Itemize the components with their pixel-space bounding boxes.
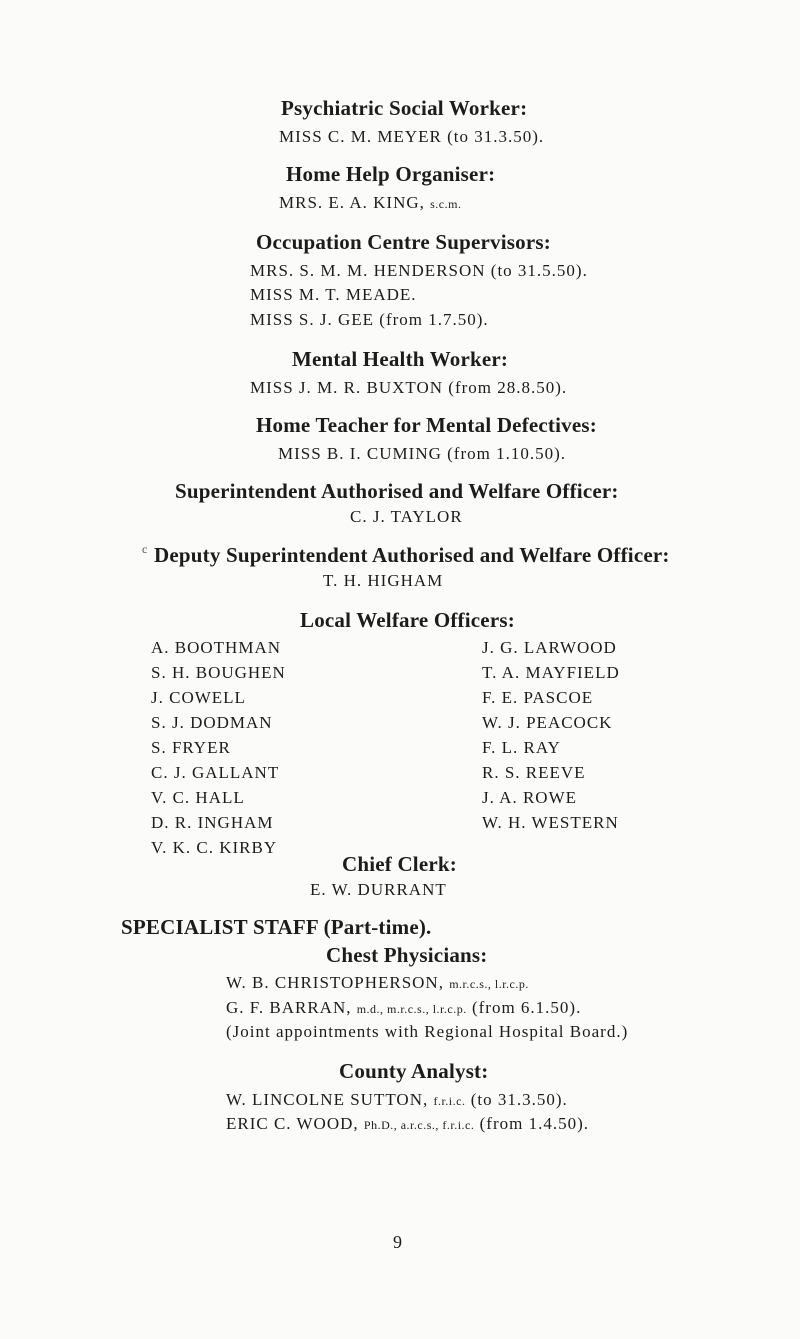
staff-line: MISS B. I. CUMING (from 1.10.50). (278, 444, 566, 463)
heading-home-teacher: Home Teacher for Mental Defectives: (256, 413, 597, 437)
margin-mark: c (142, 542, 148, 556)
staff-line: MRS. S. M. M. HENDERSON (to 31.5.50). (250, 261, 588, 280)
heading-specialist-staff: SPECIALIST STAFF (Part-time). (121, 915, 432, 939)
list-item: S. J. DODMAN (151, 713, 273, 732)
page-number: 9 (393, 1232, 402, 1252)
list-item: W. H. WESTERN (482, 813, 619, 832)
qualification: s.c.m. (430, 197, 462, 211)
list-item: V. C. HALL (151, 788, 245, 807)
heading-superintendent: Superintendent Authorised and Welfare Officer: (175, 479, 619, 503)
staff-line: MISS C. M. MEYER (to 31.3.50). (279, 127, 545, 146)
qualification: m.d., m.r.c.s., l.r.c.p. (356, 1002, 467, 1016)
staff-line: C. J. TAYLOR (350, 507, 463, 526)
list-item: D. R. INGHAM (151, 813, 274, 832)
staff-line: G. F. BARRAN, m.d., m.r.c.s., l.r.c.p. (from 6.1.50). (226, 998, 582, 1017)
list-item: V. K. C. KIRBY (151, 838, 278, 857)
heading-home-help-organiser: Home Help Organiser: (286, 162, 496, 186)
list-item: J. A. ROWE (482, 788, 577, 807)
welfare-officers-right-column (482, 635, 620, 835)
heading-occupation-centre-supervisors: Occupation Centre Supervisors: (256, 230, 551, 254)
heading-chief-clerk: Chief Clerk: (342, 852, 457, 876)
list-item: R. S. REEVE (482, 763, 586, 782)
list-item: J. G. LARWOOD (482, 638, 617, 657)
staff-line: MISS M. T. MEADE. (250, 285, 417, 304)
staff-line: E. W. DURRANT (310, 880, 447, 899)
list-item: W. J. PEACOCK (482, 713, 613, 732)
list-item: F. E. PASCOE (482, 688, 594, 707)
list-item: T. A. MAYFIELD (482, 663, 620, 682)
staff-line: W. B. CHRISTOPHERSON, m.r.c.s., l.r.c.p. (226, 973, 529, 992)
heading-mental-health-worker: Mental Health Worker: (292, 347, 509, 371)
heading-county-analyst: County Analyst: (339, 1059, 489, 1083)
qualification: Ph.D., a.r.c.s., f.r.i.c. (363, 1118, 475, 1132)
staff-line: W. LINCOLNE SUTTON, f.r.i.c. (to 31.3.50). (226, 1090, 568, 1109)
list-item: S. FRYER (151, 738, 231, 757)
staff-line: MRS. E. A. KING, s.c.m. (279, 193, 462, 212)
heading-deputy-superintendent: Deputy Superintendent Authorised and Welfare Officer: (154, 543, 670, 567)
list-item: J. COWELL (151, 688, 246, 707)
heading-chest-physicians: Chest Physicians: (326, 943, 488, 967)
welfare-officers-left-column (151, 635, 286, 860)
list-item: A. BOOTHMAN (151, 638, 281, 657)
staff-line: ERIC C. WOOD, Ph.D., a.r.c.s., f.r.i.c. (from 1.4.50). (226, 1114, 590, 1133)
heading-psychiatric-social-worker: Psychiatric Social Worker: (281, 96, 528, 120)
heading-local-welfare-officers: Local Welfare Officers: (300, 608, 515, 632)
qualification: f.r.i.c. (433, 1094, 466, 1108)
staff-line: MISS J. M. R. BUXTON (from 28.8.50). (250, 378, 568, 397)
qualification: m.r.c.s., l.r.c.p. (449, 977, 529, 991)
list-item: F. L. RAY (482, 738, 561, 757)
staff-line: MISS S. J. GEE (from 1.7.50). (250, 310, 489, 329)
list-item: S. H. BOUGHEN (151, 663, 286, 682)
list-item: C. J. GALLANT (151, 763, 280, 782)
staff-note: (Joint appointments with Regional Hospital Board.) (226, 1022, 629, 1041)
staff-line: T. H. HIGHAM (323, 571, 444, 590)
